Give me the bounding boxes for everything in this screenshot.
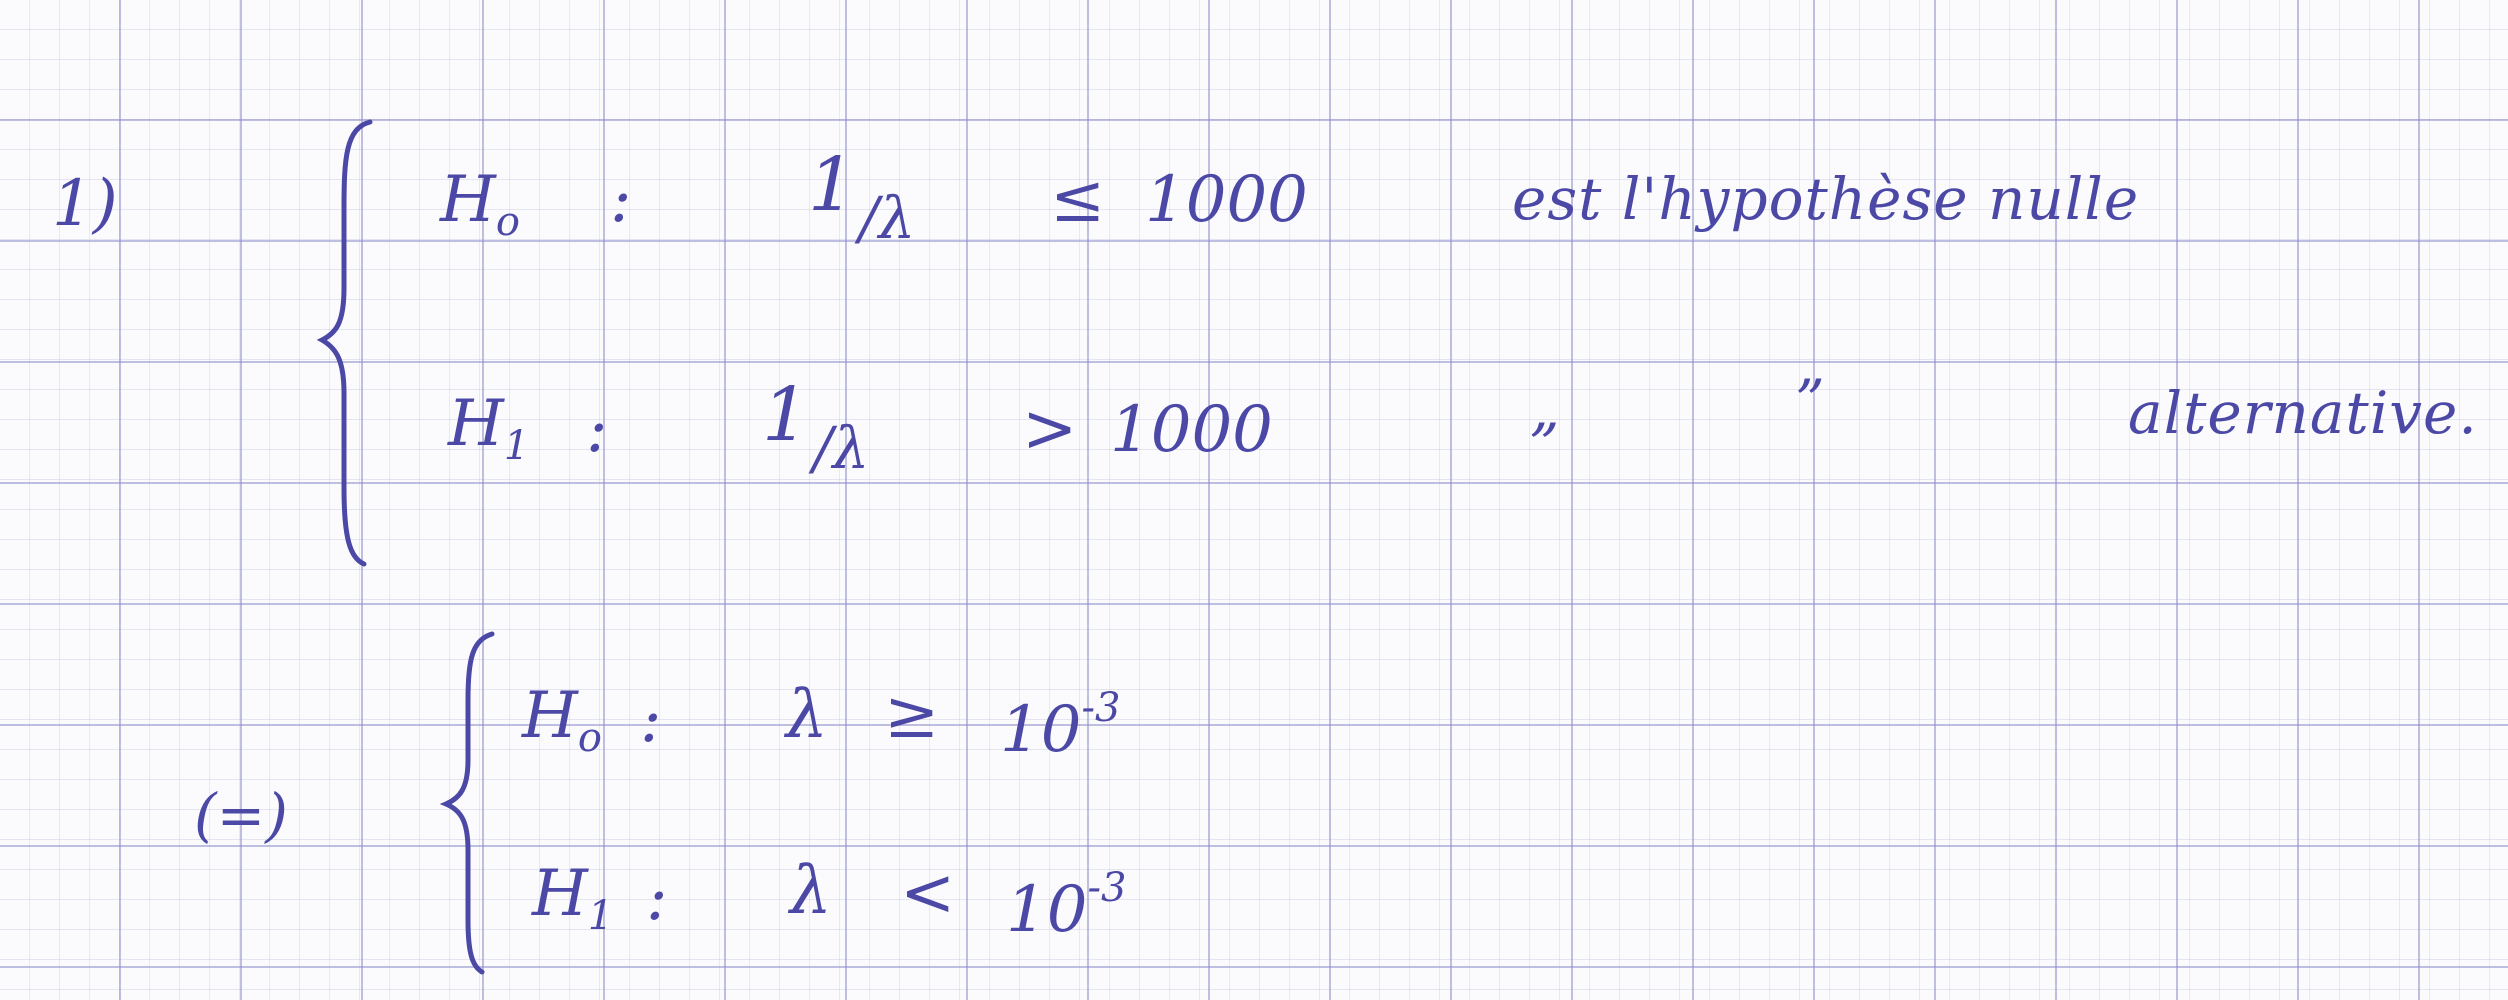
question-number: 1): [52, 167, 118, 241]
first-h0-value: 1000: [1145, 163, 1308, 237]
second-h1-label: $H_1$: [532, 857, 614, 939]
first-h1-colon: :: [586, 393, 608, 467]
second-h0-label: $H_o$: [522, 679, 602, 761]
second-h1-colon: :: [646, 861, 668, 935]
equivalence-sign: (=): [194, 781, 288, 849]
first-h0-label: $H_o$: [440, 163, 520, 245]
first-h1-note: alternative.: [2128, 379, 2478, 447]
second-h1-variable: λ: [790, 852, 832, 929]
first-h0-note: est l'hypothèse nulle: [1512, 165, 2140, 233]
first-h1-ditto-1: „: [1530, 375, 1562, 443]
first-h1-value: 1000: [1110, 393, 1273, 467]
first-h0-fraction: $1_{/\lambda}$: [808, 142, 916, 252]
first-h0-relation: ≤: [1050, 160, 1106, 237]
first-h1-ditto-2: ”: [1795, 367, 1826, 435]
second-h1-power: $10^{-3}$: [1006, 865, 1127, 947]
second-h0-variable: λ: [786, 676, 828, 753]
first-h0-colon: :: [610, 163, 632, 237]
second-h1-relation: <: [900, 854, 956, 931]
second-h0-relation: ≥: [884, 676, 940, 753]
second-h0-power: $10^{-3}$: [1000, 685, 1121, 767]
second-h0-colon: :: [640, 683, 662, 757]
first-system-brace: [318, 118, 378, 568]
first-h1-label: $H_1$: [448, 387, 530, 469]
first-h1-fraction: $1_{/\lambda}$: [762, 372, 870, 482]
second-system-brace: [442, 630, 502, 975]
first-h1-relation: >: [1022, 390, 1078, 467]
